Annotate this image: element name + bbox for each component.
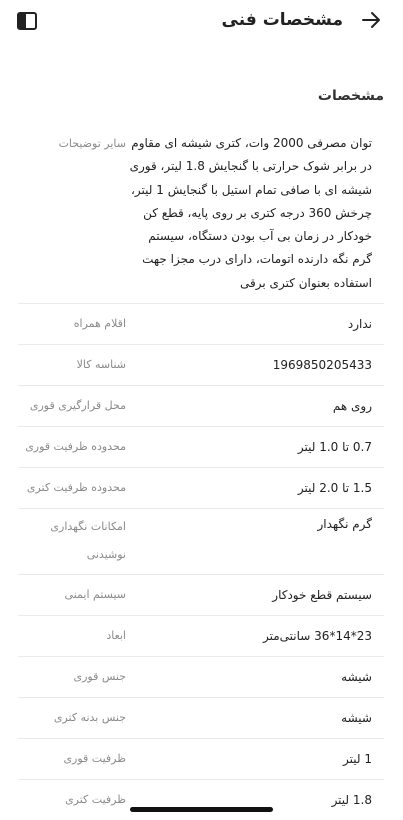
view-toggle-button[interactable] <box>16 10 38 32</box>
spec-label: اقلام همراه <box>73 317 126 331</box>
home-indicator[interactable] <box>130 807 273 812</box>
spec-value: 1.8 لیتر <box>331 792 372 807</box>
arrow-right-icon <box>359 8 383 32</box>
back-button[interactable] <box>359 8 383 32</box>
split-view-icon <box>16 10 38 32</box>
spec-value: سیستم قطع خودکار <box>272 587 372 602</box>
spec-value: توان مصرفی 2000 وات، کتری شیشه ای مقاوم در برابر شوک حرارتی با گنجایش 1.8 لیتر، قوری شیشه ای با صافی تمام استیل با گنجایش 1 لیتر، چرخش 360 درجه کتری بر روی پایه، قطع کن خودکار در زمان بی آب بودن دستگاه، سیستم گرم نگه دارنده اتومات، دارای درب مجزا جهت استفاده بعنوان کتری برقی <box>129 136 372 290</box>
spec-label: سایر توضیحات <box>58 137 126 150</box>
spec-value: ندارد <box>347 316 372 331</box>
spec-value: 1969850205433 <box>272 357 372 372</box>
spec-label: جنس بدنه کتری <box>53 711 126 725</box>
spec-row <box>18 616 384 657</box>
spec-value: 23*14*36 سانتی‌متر <box>262 628 372 643</box>
spec-label: ظرفیت قوری <box>63 752 126 766</box>
spec-row <box>18 509 384 575</box>
spec-row <box>18 345 384 386</box>
spec-label: محدوده ظرفیت قوری <box>25 440 126 454</box>
spec-label: ابعاد <box>106 629 126 643</box>
spec-row <box>18 304 384 345</box>
spec-value: 0.7 تا 1.0 لیتر <box>297 439 372 454</box>
spec-row <box>18 427 384 468</box>
spec-value: شیشه <box>341 669 372 684</box>
spec-row <box>18 575 384 616</box>
spec-row <box>18 698 384 739</box>
spec-label: سیستم ایمنی <box>64 588 126 602</box>
spec-row <box>18 739 384 780</box>
spec-value: گرم نگهدار <box>317 517 372 532</box>
spec-label: امکانات نگهداری نوشیدنی <box>50 520 126 562</box>
spec-value: روی هم <box>332 398 372 413</box>
app-header <box>0 0 403 44</box>
spec-value: 1 لیتر <box>343 751 372 766</box>
specs-table <box>18 124 384 820</box>
spec-label: شناسه کالا <box>76 358 126 372</box>
spec-row <box>18 386 384 427</box>
page-title: مشخصات فنی <box>221 10 343 30</box>
spec-row <box>18 468 384 509</box>
spec-label: محدوده ظرفیت کتری <box>26 481 126 495</box>
spec-value: 1.5 تا 2.0 لیتر <box>297 480 372 495</box>
spec-row <box>18 124 384 304</box>
spec-row <box>18 780 384 820</box>
spec-value: شیشه <box>341 710 372 725</box>
spec-label: جنس قوری <box>73 670 126 684</box>
section-title: مشخصات <box>317 88 384 104</box>
spec-label: ظرفیت کتری <box>65 793 126 807</box>
spec-row <box>18 657 384 698</box>
spec-label: محل قرارگیری قوری <box>29 399 126 413</box>
